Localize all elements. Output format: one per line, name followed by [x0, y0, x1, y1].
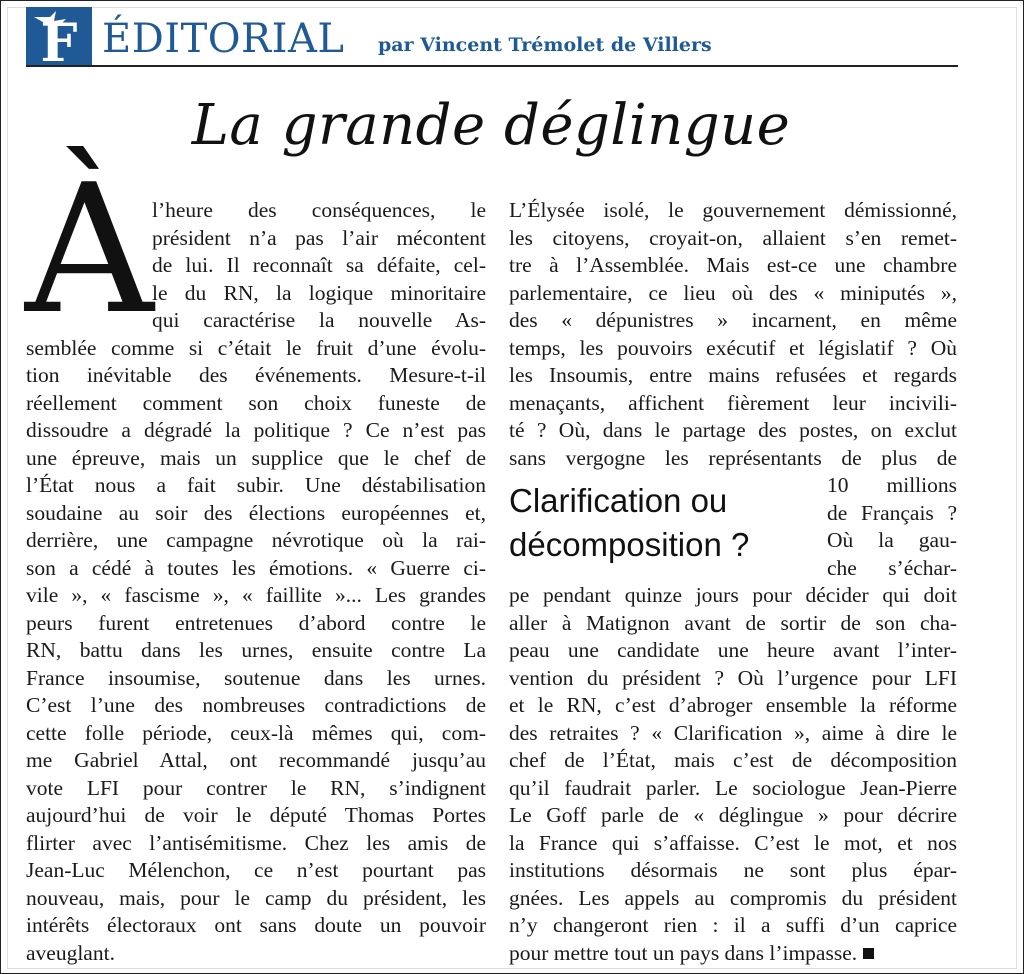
text-line: président n’a pas l’air mécontent: [152, 225, 486, 250]
text-line: té ? Où, dans le partage des postes, on exclut: [509, 418, 957, 442]
author-byline: par Vincent Trémolet de Villers: [378, 34, 712, 56]
text-line: cette folle période, ceux-là mêmes qui, com-: [26, 720, 486, 745]
text-line: de Français ?: [827, 500, 957, 525]
le-figaro-logo: [26, 7, 92, 65]
pull-quote: [509, 479, 749, 567]
text-line: vile », « fascisme », « faillite »... Les grandes: [26, 583, 486, 607]
pull-quote-line: Clarification ou: [509, 482, 728, 519]
column-right-side-text: [827, 472, 957, 582]
text-line: C’est l’une des nombreuses contradictions de: [26, 693, 486, 717]
end-mark-icon: [863, 948, 874, 959]
text-line: institutions désormais ne sont plus épar-: [509, 858, 957, 882]
text-line: vote LFI pour contrer le RN, s’indignent: [26, 775, 486, 800]
text-line: pe pendant quinze jours pour décider qui doit: [509, 583, 957, 607]
svg-text:F: F: [40, 13, 78, 65]
text-line: dissoudre a dégradé la politique ? Ce n’est pas: [26, 418, 486, 442]
text-line: che s’échar-: [827, 555, 957, 580]
text-line: flirter avec l’antisémitisme. Chez les amis de: [26, 830, 486, 855]
text-line: tion inévitable des événements. Mesure-t-il: [26, 363, 486, 387]
text-line: tre à l’Assemblée. Mais est-ce une chambre: [509, 253, 957, 277]
text-line: RN, battu dans les urnes, ensuite contre La: [26, 638, 486, 662]
header-divider: [26, 65, 958, 67]
text-line: le du RN, la logique minoritaire: [152, 280, 486, 305]
text-line: une épreuve, mais un supplice que le chef de: [26, 445, 486, 470]
text-line: les Insoumis, entre mains refusées et regards: [509, 363, 957, 387]
text-line: aller à Matignon avant de sortir de son cha-: [509, 610, 957, 635]
column-right-top-text: [509, 197, 957, 472]
text-line: les citoyens, croyait-on, allaient s’en remet-: [509, 225, 957, 250]
column-left-text: [26, 197, 486, 967]
column-left: [26, 197, 486, 967]
text-line: de lui. Il reconnaît sa défaite, cel-: [152, 253, 486, 277]
text-line: des « dépunistres » incarnent, en même: [509, 308, 957, 332]
text-line: chef de l’État, mais c’est de décomposition: [509, 748, 957, 772]
text-line: l’heure des conséquences, le: [152, 198, 486, 222]
column-right-bottom-text: [509, 582, 957, 967]
text-line: gnées. Les appels au compromis du président: [509, 885, 957, 910]
text-line: qu’il faudrait parler. Le sociologue Jean-Pierre: [509, 775, 957, 800]
text-line: son a cédé à toutes les émotions. « Guerre ci-: [26, 555, 486, 580]
text-line: aujourd’hui de voir le député Thomas Portes: [26, 803, 486, 827]
text-line: derrière, une campagne névrotique où la rai-: [26, 528, 486, 552]
figaro-f-icon: [26, 7, 92, 65]
section-header: [26, 7, 958, 65]
text-line: semblée comme si c’était le fruit d’une évolu-: [26, 335, 486, 360]
text-line: France insoumise, soutenue dans les urnes.: [26, 665, 486, 690]
text-line: temps, les pouvoirs exécutif et législatif ? Où: [509, 335, 957, 360]
column-right: [509, 197, 957, 967]
text-line: peau une candidate une heure avant l’inter-: [509, 638, 957, 662]
text-line: peurs furent entretenues d’abord contre le: [26, 610, 486, 635]
text-line: Où la gau-: [827, 528, 957, 552]
pull-quote-line: décomposition ?: [509, 526, 750, 563]
text-line: soudaine au soir des élections européennes et,: [26, 500, 486, 525]
text-line: qui caractérise la nouvelle As-: [152, 308, 486, 332]
text-line: L’Élysée isolé, le gouvernement démissionné,: [509, 198, 957, 222]
text-line: sans vergogne les représentants de plus de: [509, 445, 957, 470]
text-line: l’État nous a fait subir. Une déstabilisation: [26, 473, 486, 497]
text-line: 10 millions: [827, 473, 957, 497]
text-line: vention du président ? Où l’urgence pour LFI: [509, 665, 957, 690]
text-line: aveuglant.: [26, 940, 115, 965]
text-line: et le RN, c’est d’abroger ensemble la réforme: [509, 693, 957, 717]
text-line: me Gabriel Attal, ont recommandé jusqu’au: [26, 748, 486, 772]
drop-cap: À: [25, 146, 154, 353]
text-line: la France qui s’affaisse. C’est le mot, et nos: [509, 830, 957, 855]
text-line: des retraites ? « Clarification », aime à dire le: [509, 720, 957, 745]
text-line: parlementaire, ce lieu où des « miniputés »,: [509, 280, 957, 305]
text-line: nouveau, mais, pour le camp du président, les: [26, 885, 486, 910]
headline: La grande déglingue: [191, 93, 791, 158]
text-line: n’y changeront rien : il a suffi d’un caprice: [509, 913, 957, 937]
text-line: intérêts électoraux ont sans doute un pouvoir: [26, 913, 486, 937]
text-line: pour mettre tout un pays dans l’impasse.: [509, 940, 957, 968]
text-line: Le Goff parle de « déglingue » pour décrire: [509, 803, 957, 827]
text-line: menaçants, affichent fièrement leur incivili-: [509, 390, 957, 415]
text-line: réellement comment son choix funeste de: [26, 390, 486, 415]
section-title: ÉDITORIAL: [102, 16, 345, 62]
text-line: Jean-Luc Mélenchon, ce n’est pourtant pas: [26, 858, 486, 882]
